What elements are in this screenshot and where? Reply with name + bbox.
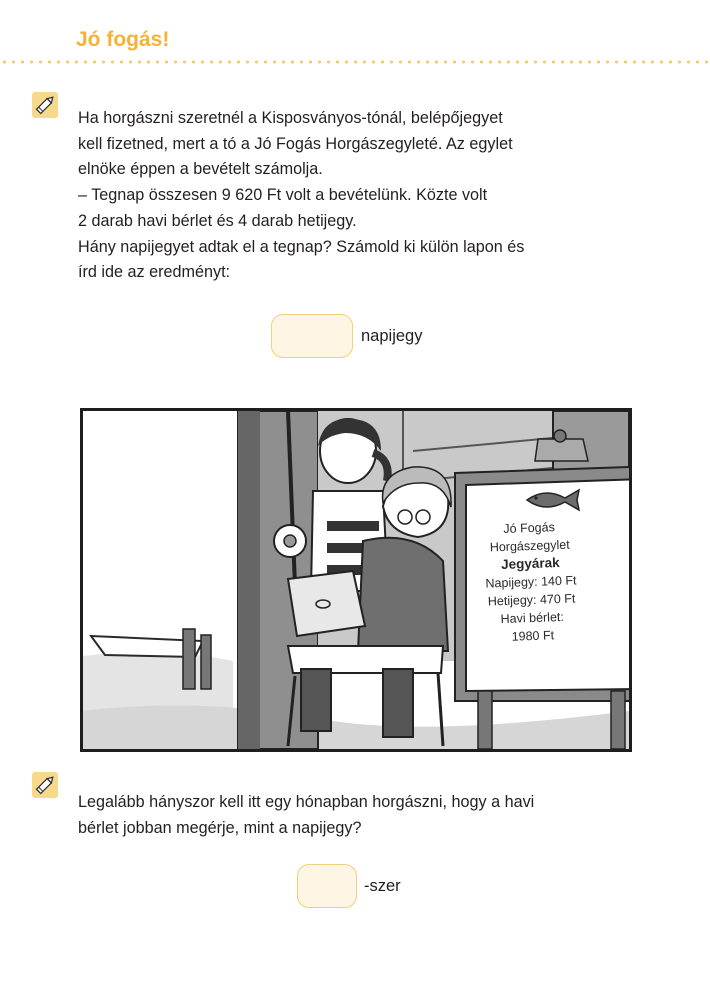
price-daily: Napijegy: 140 Ft xyxy=(485,573,577,591)
text-line: Legalább hányszor kell itt egy hónapban horgászni, hogy a havi xyxy=(78,793,535,811)
task-1-text xyxy=(78,106,648,286)
price-sign xyxy=(481,517,581,646)
text-line: írd ide az eredményt: xyxy=(78,263,231,282)
fish-icon xyxy=(523,487,583,513)
answer-unit-szer: -szer xyxy=(364,877,401,895)
pencil-icon xyxy=(32,772,58,798)
sign-line-club-2: Horgászegylet xyxy=(489,537,570,555)
task-2-text xyxy=(78,790,648,841)
price-monthly-value: 1980 Ft xyxy=(511,628,555,644)
answer-box-szer[interactable] xyxy=(297,864,357,908)
text-line: Ha horgászni szeretnél a Kisposványos-tónál, belépőjegyet xyxy=(78,109,503,127)
dotted-divider xyxy=(0,60,710,64)
text-line: 2 darab havi bérlet és 4 darab hetijegy. xyxy=(78,211,357,230)
pencil-icon xyxy=(32,92,58,118)
price-weekly: Hetijegy: 470 Ft xyxy=(487,591,576,609)
text-line: bérlet jobban megérje, mint a napijegy? xyxy=(78,818,362,837)
answer-unit-napijegy: napijegy xyxy=(361,327,423,345)
text-line: Hány napijegyet adtak el a tegnap? Számold ki külön lapon és xyxy=(78,237,525,256)
page-title: Jó fogás! xyxy=(76,28,170,51)
text-line: kell fizetned, mert a tó a Jó Fogás Horgászegyleté. Az egylet xyxy=(78,134,513,153)
text-line: elnöke éppen a bevételt számolja. xyxy=(78,160,323,179)
text-line: – Tegnap összesen 9 620 Ft volt a bevételünk. Közte volt xyxy=(78,186,488,205)
answer-box-napijegy[interactable] xyxy=(271,314,353,358)
price-monthly-label: Havi bérlet: xyxy=(500,609,565,627)
sign-line-club: Jó Fogás xyxy=(503,520,556,536)
sign-heading: Jegyárak xyxy=(500,554,560,573)
